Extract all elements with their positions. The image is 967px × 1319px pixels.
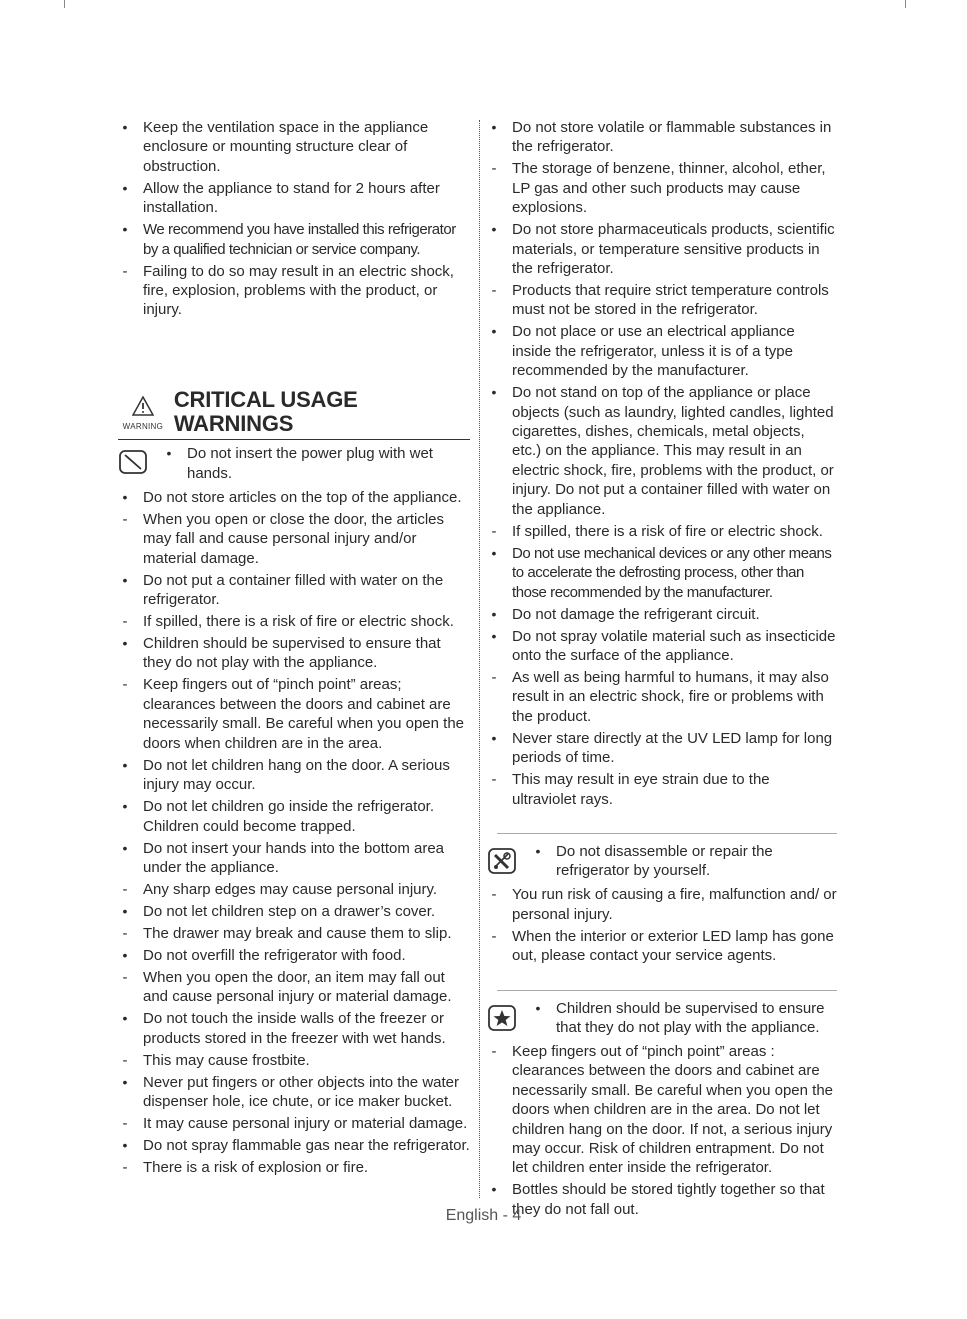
list-item: • Do not touch the inside walls of the freezer or products stored in the freezer with wet hands.	[118, 1009, 470, 1048]
list-item: - This may result in eye strain due to the ultraviolet rays.	[487, 770, 837, 809]
list-item: • Do not put a container filled with water on the refrigerator.	[118, 571, 470, 610]
list-item: • Do not spray flammable gas near the refrigerator.	[118, 1136, 470, 1155]
important-star-icon	[487, 1004, 517, 1032]
list-item: • Do not use mechanical devices or any other means to accelerate the defrosting process, other than those recommended by the manufacturer.	[487, 544, 837, 602]
list-item: • Do not let children go inside the refrigerator. Children could become trapped.	[118, 797, 470, 836]
section-separator	[497, 990, 837, 991]
section-title: CRITICAL USAGE WARNINGS	[173, 387, 358, 437]
list-item: • Do not store articles on the top of the appliance.	[118, 488, 470, 507]
list-item: - When you open the door, an item may fall out and cause personal injury or material damage.	[118, 968, 470, 1007]
bullet-marker	[487, 544, 501, 563]
bullet-marker	[118, 488, 132, 507]
list-item: • Children should be supervised to ensure that they do not play with the appliance.	[531, 999, 837, 1038]
list-item: • Keep the ventilation space in the appliance enclosure or mounting structure clear of obstruction.	[118, 118, 470, 176]
section-separator	[497, 833, 837, 834]
bullet-marker	[118, 571, 132, 590]
no-disassembly-icon	[487, 847, 517, 875]
section-heading	[118, 388, 470, 440]
list-item: - There is a risk of explosion or fire.	[118, 1158, 470, 1177]
dash-marker	[118, 612, 132, 631]
dash-marker	[118, 675, 132, 694]
list-item: - You run risk of causing a fire, malfunction and/ or personal injury.	[487, 885, 837, 924]
dash-marker	[118, 262, 132, 281]
dash-marker	[487, 668, 501, 687]
bullet-marker	[487, 383, 501, 402]
list-item: - Keep fingers out of “pinch point” areas; clearances between the doors and cabinet are necessarily small. Be careful when you open the doors when children are in the area.	[118, 675, 470, 753]
list-item: • Children should be supervised to ensure that they do not play with the appliance.	[118, 634, 470, 673]
page-footer: English - 4	[445, 1207, 522, 1224]
list-item: • Allow the appliance to stand for 2 hours after installation.	[118, 179, 470, 218]
installation-list	[118, 118, 470, 320]
dash-marker	[487, 159, 501, 178]
dash-marker	[118, 968, 132, 987]
list-item: - If spilled, there is a risk of fire or electric shock.	[487, 522, 837, 541]
supervision-list	[487, 1042, 837, 1219]
bullet-marker	[487, 605, 501, 624]
left-column	[118, 118, 470, 1180]
list-item: - Any sharp edges may cause personal injury.	[118, 880, 470, 899]
bullet-marker	[118, 839, 132, 858]
dash-marker	[487, 927, 501, 946]
wet-hands-warning	[118, 444, 470, 485]
dash-marker	[118, 1114, 132, 1133]
bullet-marker	[487, 627, 501, 646]
list-item: • Do not insert the power plug with wet hands.	[162, 444, 470, 483]
list-item: • Do not store volatile or flammable substances in the refrigerator.	[487, 118, 837, 157]
dash-marker	[118, 1051, 132, 1070]
list-item: • Do not spray volatile material such as insecticide onto the surface of the appliance.	[487, 627, 837, 666]
list-item: • Do not disassemble or repair the refrigerator by yourself.	[531, 842, 837, 881]
bullet-marker	[118, 946, 132, 965]
column-divider	[479, 120, 480, 1198]
list-item: - When the interior or exterior LED lamp has gone out, please contact your service agents.	[487, 927, 837, 966]
dash-marker	[118, 1158, 132, 1177]
disassemble-warning	[487, 842, 837, 883]
warning-word: WARNING	[122, 422, 164, 432]
list-item: - Keep fingers out of “pinch point” areas : clearances between the doors and cabinet are necessarily small. Be careful when you open the doors when children are in the area. Do not let children hang on the door. If not, a serious injury may occur. Risk of children entrapment. Do not let children enter inside the refrigerator.	[487, 1042, 837, 1178]
list-item: • Do not store pharmaceuticals products, scientific materials, or temperature sensitive products in the refrigerator.	[487, 220, 837, 278]
list-item: • Do not let children hang on the door. A serious injury may occur.	[118, 756, 470, 795]
bullet-marker	[118, 756, 132, 775]
dash-marker	[487, 1042, 501, 1061]
bullet-marker	[487, 118, 501, 137]
list-item: - When you open or close the door, the articles may fall and cause personal injury and/or material damage.	[118, 510, 470, 568]
list-item: • We recommend you have installed this refrigerator by a qualified technician or service company.	[118, 220, 470, 259]
list-item: • Bottles should be stored tightly together so that they do not fall out.	[487, 1180, 837, 1219]
list-item: - Products that require strict temperature controls must not be stored in the refrigerator.	[487, 281, 837, 320]
dash-marker	[118, 510, 132, 529]
warning-badge	[118, 396, 168, 436]
list-item: - If spilled, there is a risk of fire or electric shock.	[118, 612, 470, 631]
storage-warnings-list	[487, 118, 837, 809]
list-item: - Failing to do so may result in an electric shock, fire, explosion, problems with the product, or injury.	[118, 262, 470, 320]
list-item: - The drawer may break and cause them to slip.	[118, 924, 470, 943]
bullet-marker	[487, 220, 501, 239]
bullet-marker	[118, 634, 132, 653]
dash-marker	[487, 885, 501, 904]
list-item: • Do not damage the refrigerant circuit.	[487, 605, 837, 624]
list-item: • Do not stand on top of the appliance or place objects (such as laundry, lighted candles, lighted cigarettes, dishes, chemicals, metal objects, etc.) on the appliance. This may result in an electric shock, fire, problems with the product, or injury. Do not put a container filled with water on the appliance.	[487, 383, 837, 519]
dash-marker	[118, 924, 132, 943]
disassemble-list	[487, 885, 837, 965]
list-item: - As well as being harmful to humans, it may also result in an electric shock, fire or problems with the product.	[487, 668, 837, 726]
list-item: • Never put fingers or other objects into the water dispenser hole, ice chute, or ice maker bucket.	[118, 1073, 470, 1112]
warning-triangle-icon	[132, 396, 154, 416]
bullet-marker	[487, 1180, 501, 1199]
supervision-warning	[487, 999, 837, 1040]
list-item: - This may cause frostbite.	[118, 1051, 470, 1070]
list-item: - The storage of benzene, thinner, alcohol, ether, LP gas and other such products may cause explosions.	[487, 159, 837, 217]
bullet-marker	[487, 322, 501, 341]
bullet-marker	[118, 179, 132, 198]
dash-marker	[487, 281, 501, 300]
dash-marker	[118, 880, 132, 899]
list-item: • Do not overfill the refrigerator with food.	[118, 946, 470, 965]
bullet-marker	[118, 1073, 132, 1092]
bullet-marker	[118, 1009, 132, 1028]
list-item: • Never stare directly at the UV LED lamp for long periods of time.	[487, 729, 837, 768]
bullet-marker	[118, 902, 132, 921]
bullet-marker	[487, 729, 501, 748]
list-item: - It may cause personal injury or material damage.	[118, 1114, 470, 1133]
right-column	[487, 118, 837, 1222]
dash-marker	[487, 522, 501, 541]
list-item: • Do not insert your hands into the bottom area under the appliance.	[118, 839, 470, 878]
bullet-marker	[118, 220, 132, 239]
bullet-marker	[118, 797, 132, 816]
list-item: • Do not let children step on a drawer’s cover.	[118, 902, 470, 921]
bullet-marker	[118, 1136, 132, 1155]
bullet-marker	[118, 118, 132, 137]
prohibited-icon	[118, 449, 148, 475]
dash-marker	[487, 770, 501, 789]
list-item: • Do not place or use an electrical appliance inside the refrigerator, unless it is of a type recommended by the manufacturer.	[487, 322, 837, 380]
usage-warnings-list	[118, 488, 470, 1178]
